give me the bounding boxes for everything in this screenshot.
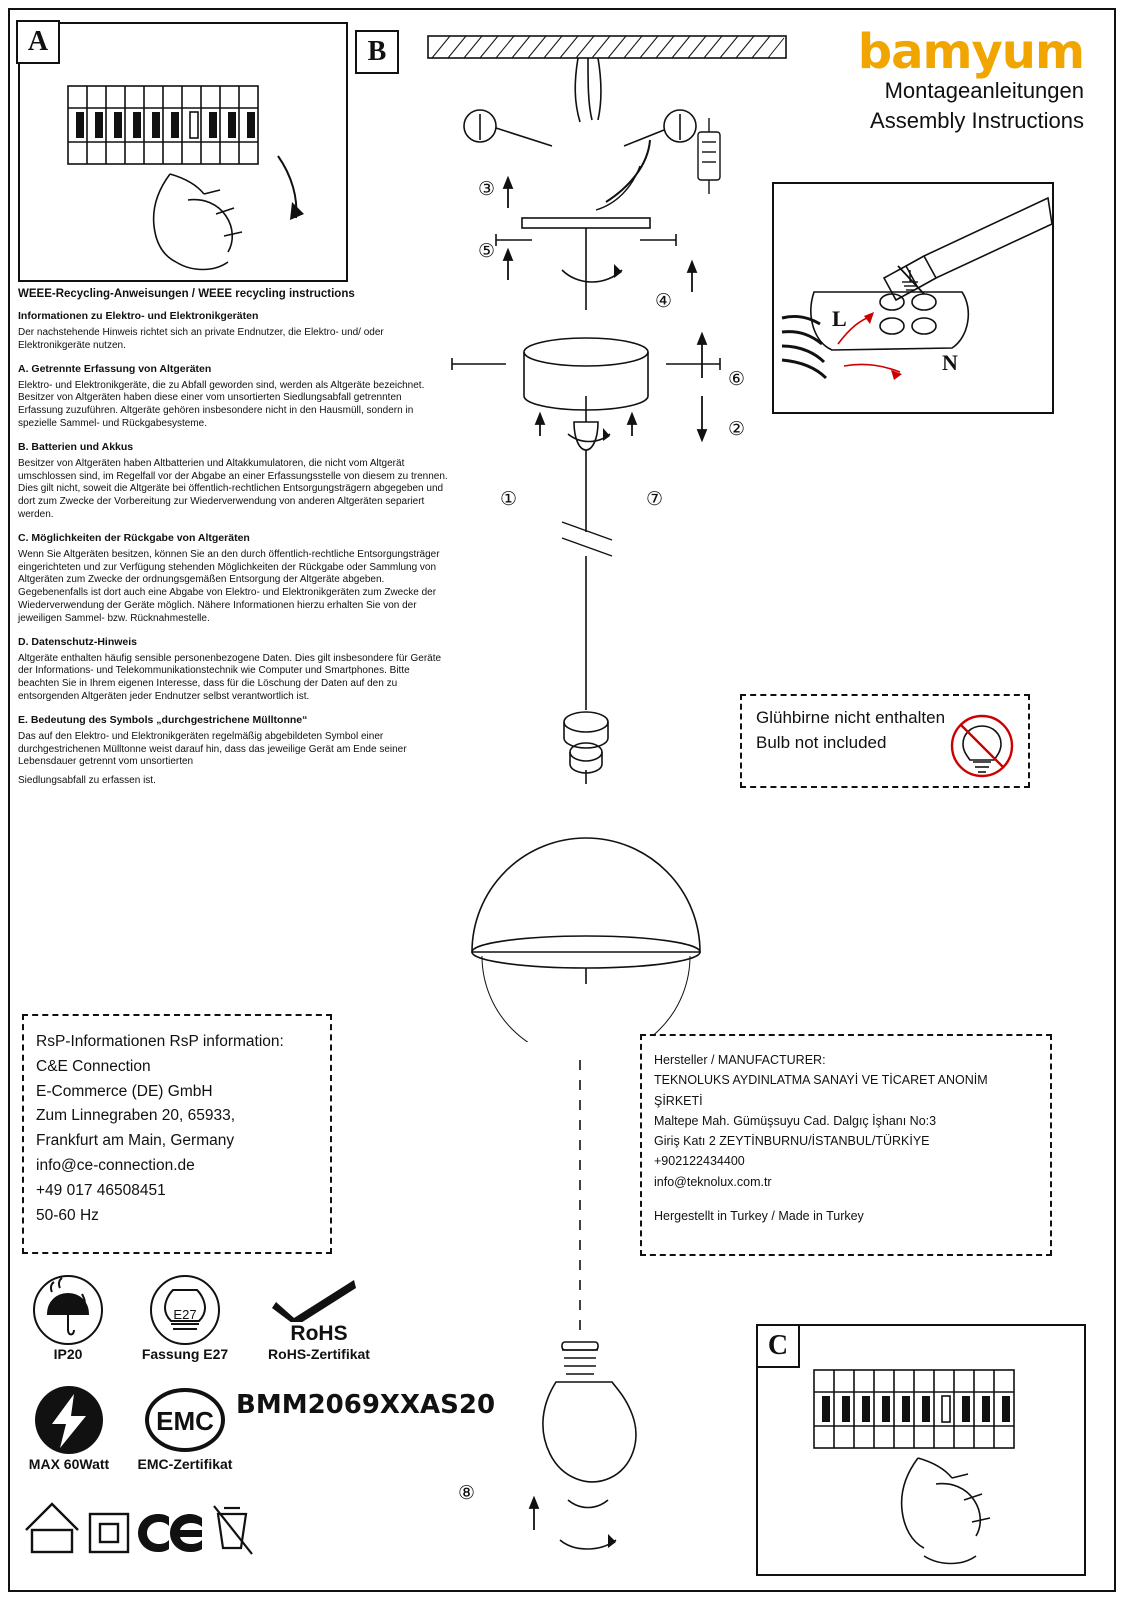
panel-a-illustration bbox=[18, 22, 348, 282]
panel-a-label: A bbox=[16, 20, 60, 64]
step-marker-6: ⑥ bbox=[728, 369, 746, 390]
rsp-line-6: +49 017 46508451 bbox=[36, 1181, 166, 1199]
no-bulb-icon bbox=[946, 710, 1018, 778]
panel-b-label: B bbox=[355, 30, 399, 74]
cert-rohs-label: RoHS-Zertifikat bbox=[268, 1346, 370, 1362]
emc-icon bbox=[124, 1384, 246, 1456]
weee-intro: Der nachstehende Hinweis richtet sich an private Endnutzer, die Elektro- und/ oder Elektronikgeräte nutzen. bbox=[18, 327, 384, 351]
pendant-lamp-assembly-drawing bbox=[392, 22, 792, 1042]
bulb-not-included-note bbox=[740, 694, 1030, 788]
breaker-panel-drawing-a bbox=[20, 24, 346, 280]
manufacturer-box bbox=[640, 1034, 1052, 1256]
weee-section-title-e: E. Bedeutung des Symbols „durchgestrichene Mülltonne“ bbox=[18, 713, 308, 726]
wiring-detail-box bbox=[772, 182, 1054, 414]
weee-heading: WEEE-Recycling-Anweisungen / WEEE recycling instructions bbox=[18, 288, 355, 300]
rsp-title: RsP-Informationen RsP information: bbox=[36, 1033, 284, 1050]
svg-text:L: L bbox=[832, 306, 847, 331]
bulb-note-de: Glühbirne nicht enthalten bbox=[756, 708, 946, 727]
weee-recycling-text bbox=[18, 288, 448, 794]
weee-section-title-a: A. Getrennte Erfassung von Altgeräten bbox=[18, 362, 212, 375]
svg-text:EMC: EMC bbox=[156, 1406, 214, 1436]
model-code: BMM2069XXAS20 bbox=[236, 1390, 496, 1420]
panel-c-label: C bbox=[756, 1324, 800, 1368]
cert-max-watt-label: MAX 60Watt bbox=[28, 1456, 110, 1472]
cert-e27-label: Fassung E27 bbox=[141, 1346, 229, 1362]
manufacturer-spacer bbox=[654, 1192, 1038, 1206]
step-marker-7: ⑦ bbox=[646, 489, 664, 510]
weee-section-title-c: C. Möglichkeiten der Rückgabe von Altgeräten bbox=[18, 531, 250, 544]
rsp-line-5: info@ce-connection.de bbox=[36, 1156, 195, 1174]
manufacturer-line-2: Maltepe Mah. Gümüşsuyu Cad. Dalgıç İşhanı No:3 bbox=[654, 1113, 937, 1128]
checkmark-icon bbox=[254, 1278, 384, 1322]
panel-c-illustration bbox=[756, 1324, 1086, 1576]
step-marker-5: ⑤ bbox=[478, 241, 496, 262]
manufacturer-line-1: TEKNOLUKS AYDINLATMA SANAYİ VE TİCARET ANONİM ŞİRKETİ bbox=[654, 1073, 988, 1108]
rsp-line-7: 50-60 Hz bbox=[36, 1206, 99, 1224]
weee-subheading: Informationen zu Elektro- und Elektronikgeräten bbox=[18, 310, 259, 322]
manufacturer-title: Hersteller / MANUFACTURER: bbox=[654, 1053, 826, 1067]
weee-section-title-d: D. Datenschutz-Hinweis bbox=[18, 635, 138, 648]
step-marker-4: ④ bbox=[655, 291, 673, 312]
weee-section-body-a: Elektro- und Elektronikgeräte, die zu Abfall geworden sind, werden als Altgeräte bezeichnet. Besitzer von Altgeräten haben diese einer vom unsortierten Siedlungsabfall getrennten Erfassung zuzuführen. Altgeräte gehören insbesondere nicht in den Hausmüll, sondern in spezielle Sammel- und Rückgabesysteme. bbox=[18, 379, 425, 429]
rsp-line-1: C&E Connection bbox=[36, 1057, 151, 1075]
cert-emc-label: EMC-Zertifikat bbox=[137, 1456, 233, 1472]
cert-fassung-e27 bbox=[130, 1274, 240, 1362]
rsp-information-box bbox=[22, 1014, 332, 1254]
manufacturer-line-4: +902122434400 bbox=[654, 1154, 745, 1169]
breaker-panel-drawing-c bbox=[758, 1326, 1084, 1574]
manufacturer-line-5: info@teknolux.com.tr bbox=[654, 1174, 772, 1189]
bulb-note-en: Bulb not included bbox=[756, 732, 887, 752]
manufacturer-line-3: Giriş Katı 2 ZEYTİNBURNU/İSTANBUL/TÜRKİYE bbox=[654, 1134, 930, 1148]
step-marker-3: ③ bbox=[478, 179, 496, 200]
e27-socket-icon bbox=[130, 1274, 240, 1346]
title-en: Assembly Instructions bbox=[870, 107, 1084, 133]
lightning-bolt-icon bbox=[14, 1384, 124, 1456]
weee-section-body-e: Das auf den Elektro- und Elektronikgeräten regelmäßig abgebildeten Symbol einer durchgestrichenen Mülltonne weist darauf hin, dass das jeweilige Gerät am Ende seiner Lebensdauer getrennt vom unsortierten bbox=[18, 730, 407, 768]
cert-ip20-label: IP20 bbox=[53, 1346, 83, 1362]
bamyum-logo: bamyum bbox=[857, 24, 1084, 80]
svg-text:E27: E27 bbox=[173, 1307, 197, 1322]
step-marker-2: ② bbox=[728, 419, 746, 440]
svg-text:N: N bbox=[942, 350, 958, 375]
step-marker-8: ⑧ bbox=[458, 1483, 476, 1504]
cert-rohs bbox=[254, 1278, 384, 1362]
cert-ip20 bbox=[22, 1274, 114, 1362]
step-marker-1: ① bbox=[500, 489, 518, 510]
brand-header bbox=[784, 24, 1084, 135]
manufacturer-origin: Hergestellt in Turkey / Made in Turkey bbox=[654, 1208, 864, 1223]
weee-section-body-c: Wenn Sie Altgeräten besitzen, können Sie an den durch öffentlich-rechtliche Entsorgungsträger eingerichteten und zur Verfügung stehenden Möglichkeiten der Rückgabe oder Sammlung von Altgeräten zum Zwecke der ordnungsgemäßen Entsorgung der Altgeräte abgeben. Gegebenenfalls ist dort auch eine Abgabe von Elektro- und Elektronikgeräten zum Zwecke der Wiederverwendung der Geräte möglich. Nähere Informationen hierzu erhalten Sie von der jeweiligen Sammel- bzw. Rücknahmestelle. bbox=[18, 548, 440, 624]
terminal-wiring-drawing bbox=[774, 184, 1052, 412]
cert-max-watt bbox=[14, 1384, 124, 1472]
weee-section-title-b: B. Batterien und Akkus bbox=[18, 440, 134, 453]
weee-footer: Siedlungsabfall zu erfassen ist. bbox=[18, 775, 156, 787]
bottom-symbol-strip bbox=[18, 1484, 268, 1562]
rsp-line-3: Zum Linnegraben 20, 65933, bbox=[36, 1107, 236, 1125]
cert-rohs-mark: RoHS bbox=[290, 1322, 348, 1345]
rsp-line-2: E-Commerce (DE) GmbH bbox=[36, 1082, 213, 1100]
panel-b-illustration bbox=[392, 22, 792, 1042]
rsp-line-4: Frankfurt am Main, Germany bbox=[36, 1132, 235, 1150]
title-de: Montageanleitungen bbox=[884, 78, 1084, 103]
waterdrop-umbrella-icon bbox=[22, 1274, 114, 1346]
weee-section-body-b: Besitzer von Altgeräten haben Altbatterien und Altakkumulatoren, die nicht vom Altgerät umschlossen sind, im Regelfall vor der Abgabe an einer Erfassungsstelle von diesem zu trennen. Dies gilt nicht, soweit die Altgeräte bei öffentlich-rechtlichen Entsorgungsträgern abgegeben und dort zum Zwecke der Vorbereitung zur Wiederverwendung von anderen Altgeräten separiert werden. bbox=[18, 457, 448, 520]
cert-emc bbox=[124, 1384, 246, 1472]
weee-section-body-d: Altgeräte enthalten häufig sensible personenbezogene Daten. Dies gilt insbesondere für Geräte der Informations- und Telekommunikationstechnik wie Computer und Smartphones. Bitte beachten Sie in Ihrem eigenen Interesse, dass für die Löschung der Daten auf den zu entsorgenden Altgeräten jeder Endnutzer selbst verantwortlich ist. bbox=[18, 652, 442, 702]
